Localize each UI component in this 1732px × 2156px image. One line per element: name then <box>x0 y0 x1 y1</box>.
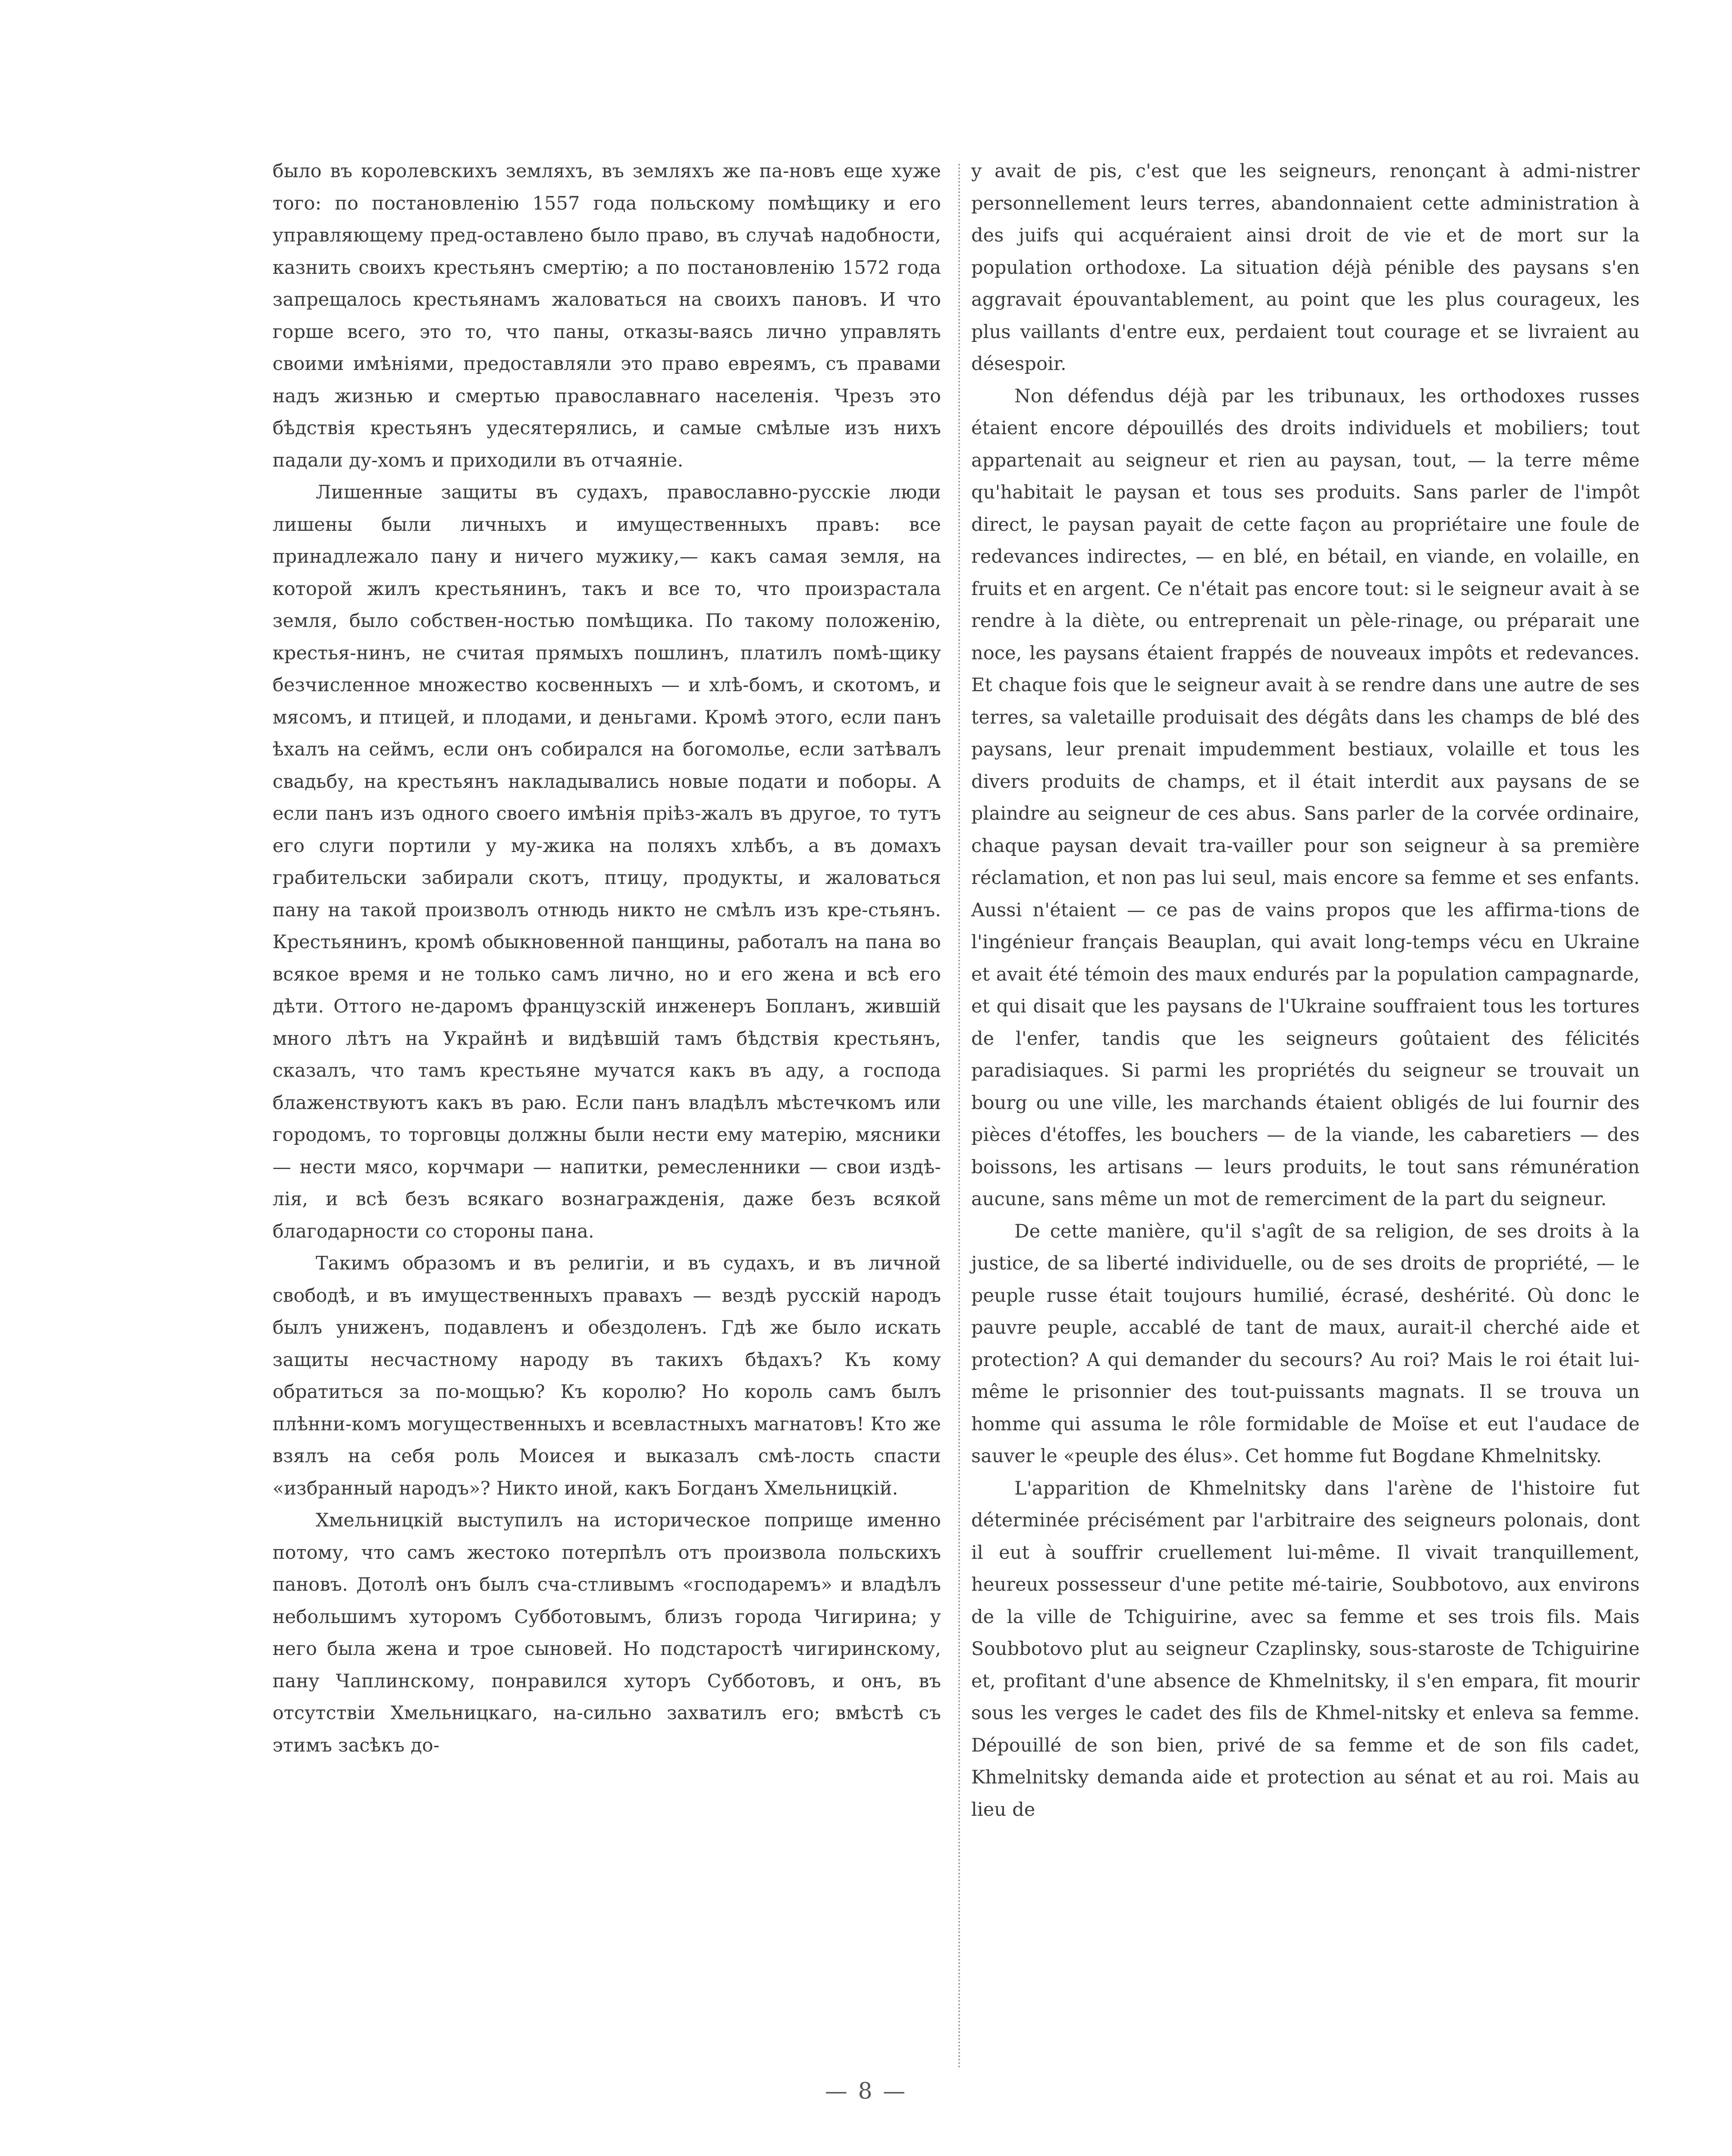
paragraph: Non défendus déjà par les tribunaux, les orthodoxes russes étaient encore dépouillés des droits individuels et mobiliers; tout appartenait au seigneur et rien au paysan, tout, — la terre même qu'habitait le paysan et tous ses produits. Sans parler de l'impôt direct, le paysan payait de cette façon au propriétaire une foule de redevances indirectes, — en blé, en bétail, en viande, en volaille, en fruits et en argent. Ce n'était pas encore tout: si le seigneur avait à se rendre à la diète, ou entreprenait un pèle-rinage, ou préparait une noce, les paysans étaient frappés de nouveaux impôts et redevances. Et chaque fois que le seigneur avait à se rendre dans une autre de ses terres, sa valetaille produisait des dégâts dans les champs de blé des paysans, leur prenait impudemment bestiaux, volaille et tous les divers produits de champs, et il était interdit aux paysans de se plaindre au seigneur de ces abus. Sans parler de la corvée ordinaire, chaque paysan devait tra-vailler pour son seigneur à sa première réclamation, et non pas lui seul, mais encore sa femme et ses enfants. Aussi n'étaient — ce pas de vains propos que les affirma-tions de l'ingénieur français Beauplan, qui avait long-temps vécu en Ukraine et avait été témoin des maux endurés par la population campagnarde, et qui disait que les paysans de l'Ukraine souffraient tous les tortures de l'enfer, tandis que les seigneurs goûtaient des félicités paradisiaques. Si parmi les propriétés du seigneur se trouvait un bourg ou une ville, les marchands étaient obligés de lui fournir des pièces d'étoffes, les bouchers — de la viande, les cabaretiers — des boissons, les artisans — leurs produits, le tout sans rémunération aucune, sans même un mot de remerciment de la part du seigneur. <box>971 385 1640 1210</box>
column-divider <box>958 164 960 2070</box>
paragraph: было въ королевскихъ земляхъ, въ земляхъ же па-новъ еще хуже того: по постановленію 1557 года польскому помѣщику и его управляющему пред-оставлено было право, въ случаѣ надобности, казнить своихъ крестьянъ смертію; а по постановленію 1572 года запрещалось крестьянамъ жаловаться на своихъ пановъ. И что горше всего, это то, что паны, отказы-ваясь лично управлять своими имѣніями, предоставляли это право евреямъ, съ правами надъ жизнью и смертью православнаго населенія. Чрезъ это бѣдствія крестьянъ удесятерялись, и самые смѣлые изъ нихъ падали ду-хомъ и приходили въ отчаяніе. <box>273 160 941 471</box>
paragraph: De cette manière, qu'il s'agît de sa religion, de ses droits à la justice, de sa liberté individuelle, ou de ses droits de propriété, — le peuple russe était toujours humilié, écrasé, deshérité. Où donc le pauvre peuple, accablé de tant de maux, aurait-il cherché aide et protection? A qui demander du secours? Au roi? Mais le roi était lui-même le prisonnier des tout-puissants magnats. Il se trouva un homme qui assuma le rôle formidable de Moïse et eut l'audace de sauver le «peuple des élus». Cet homme fut Bogdane Khmelnitsky. <box>971 1220 1640 1467</box>
page-number: — 8 — <box>825 2078 907 2104</box>
paragraph: L'apparition de Khmelnitsky dans l'arène de l'histoire fut déterminée précisément par l'arbitraire des seigneurs polonais, dont il eut à souffrir cruellement lui-même. Il vivait tranquillement, heureux possesseur d'une petite mé-tairie, Soubbotovo, aux environs de la ville de Tchiguirine, avec sa femme et ses trois fils. Mais Soubbotovo plut au seigneur Czaplinsky, sous-staroste de Tchiguirine et, profitant d'une absence de Khmelnitsky, il s'en empara, fit mourir sous les verges le cadet des fils de Khmel-nitsky et enleva sa femme. Dépouillé de son bien, privé de sa femme et de son fils cadet, Khmelnitsky demanda aide et protection au sénat et au roi. Mais au lieu de <box>971 1477 1640 1821</box>
paragraph: Такимъ образомъ и въ религіи, и въ судахъ, и въ личной свободѣ, и въ имущественныхъ правахъ — вездѣ русскій народъ былъ униженъ, подавленъ и обездоленъ. Гдѣ же было искать защиты несчастному народу въ такихъ бѣдахъ? Къ кому обратиться за по-мощью? Къ королю? Но король самъ былъ плѣнни-комъ могущественныхъ и всевластныхъ магнатовъ! Кто же взялъ на себя роль Моисея и выказалъ смѣ-лость спасти «избранный народъ»? Никто иной, какъ Богданъ Хмельницкій. <box>273 1253 941 1499</box>
left-column-russian <box>273 155 941 1761</box>
right-column-french <box>971 155 1640 1826</box>
paragraph: Лишенные защиты въ судахъ, православно-русскіе люди лишены были личныхъ и имущественныхъ правъ: все принадлежало пану и ничего мужику,— какъ самая земля, на которой жилъ крестьянинъ, такъ и все то, что произрастала земля, было собствен-ностью помѣщика. По такому положенію, крестья-нинъ, не считая прямыхъ пошлинъ, платилъ помѣ-щику безчисленное множество косвенныхъ — и хлѣ-бомъ, и скотомъ, и мясомъ, и птицей, и плодами, и деньгами. Кромѣ этого, если панъ ѣхалъ на сеймъ, если онъ собирался на богомолье, если затѣвалъ свадьбу, на крестьянъ накладывались новые подати и поборы. А если панъ изъ одного своего имѣнія пріѣз-жалъ въ другое, то тутъ его слуги портили у му-жика на поляхъ хлѣбъ, а въ домахъ грабительски забирали скотъ, птицу, продукты, и жаловаться пану на такой произволъ отнюдь никто не смѣлъ изъ кре-стьянъ. Крестьянинъ, кромѣ обыкновенной панщины, работалъ на пана во всякое время и не только самъ лично, но и его жена и всѣ его дѣти. Оттого не-даромъ французскій инженеръ Бопланъ, жившій много лѣтъ на Украйнѣ и видѣвшій тамъ бѣдствія крестьянъ, сказалъ, что тамъ крестьяне мучатся какъ въ аду, а господа блаженствуютъ какъ въ раю. Если панъ владѣлъ мѣстечкомъ или городомъ, то торговцы должны были нести ему матерію, мясники — нести мясо, корчмари — напитки, ремесленники — свои издѣ-лія, и всѣ безъ всякаго вознагражденія, даже безъ всякой благодарности со стороны пана. <box>273 482 941 1242</box>
paragraph: Хмельницкій выступилъ на историческое поприще именно потому, что самъ жестоко потерпѣлъ отъ произвола польскихъ пановъ. Дотолѣ онъ былъ сча-стливымъ «господаремъ» и владѣлъ небольшимъ хуторомъ Субботовымъ, близъ города Чигирина; у него была жена и трое сыновей. Но подстаростѣ чигиринскому, пану Чаплинскому, понравился хуторъ Субботовъ, и онъ, въ отсутствіи Хмельницкаго, на-сильно захватилъ его; вмѣстѣ съ этимъ засѣкъ до- <box>273 1510 941 1756</box>
paragraph: y avait de pis, c'est que les seigneurs, renonçant à admi-nistrer personnellement leurs terres, abandonnaient cette administration à des juifs qui acquéraient ainsi droit de vie et de mort sur la population orthodoxe. La situation déjà pénible des paysans s'en aggravait épouvantablement, au point que les plus courageux, les plus vaillants d'entre eux, perdaient tout courage et se livraient au désespoir. <box>971 160 1640 375</box>
